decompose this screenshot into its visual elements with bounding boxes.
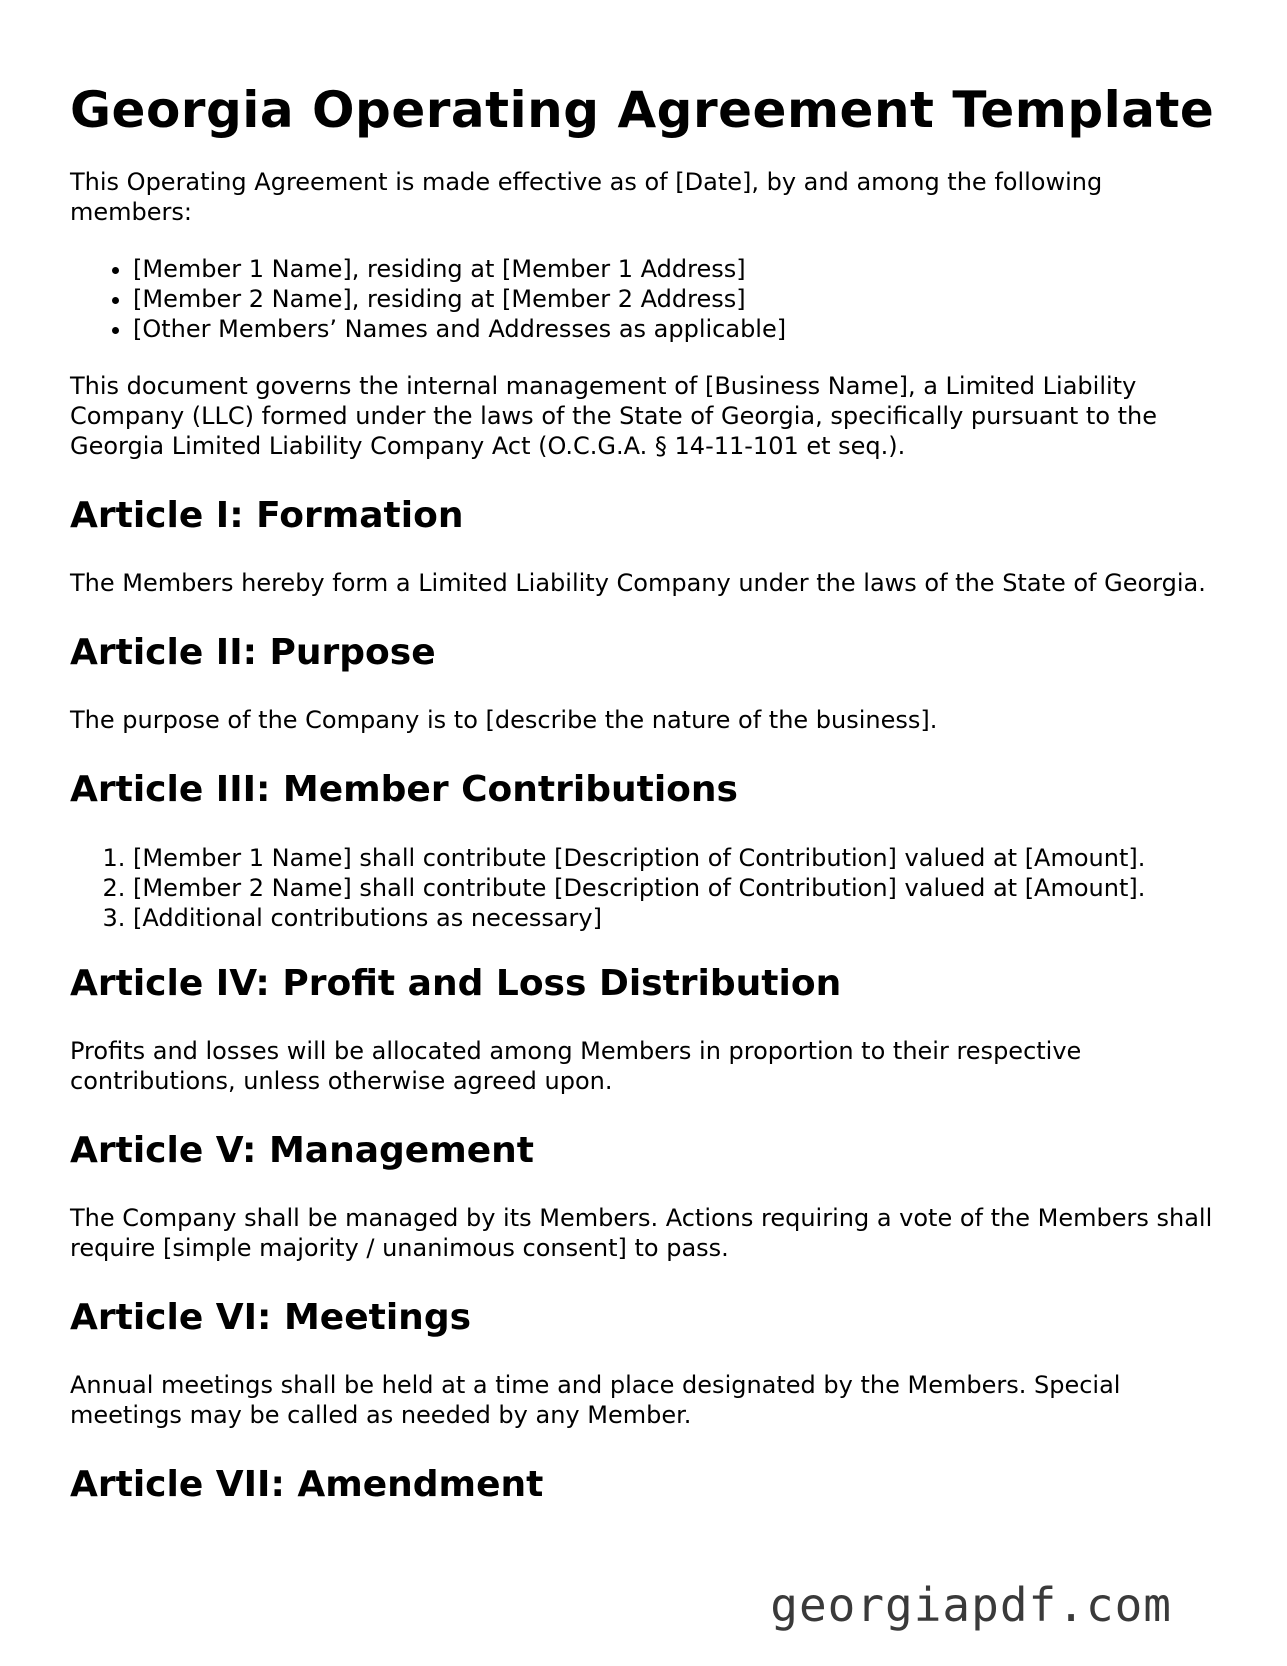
article-5-heading: Article V: Management (70, 1129, 534, 1171)
article-7-heading: Article VII: Amendment (70, 1464, 544, 1506)
list-item: 1. [Member 1 Name] shall contribute [Description of Contribution] valued at [Amount]. (133, 843, 1220, 873)
article-6-heading: Article VI: Meetings (70, 1296, 472, 1338)
article-3-heading: Article III: Member Contributions (70, 769, 738, 811)
governs-paragraph: This document governs the internal management of [Business Name], a Limited Liability Company (LLC) formed under the laws of the State of Georgia, specifically pursuant to the Georgia Limited Liability Company Act (O.C.G.A. § 14-11-101 et seq.). (70, 372, 1158, 460)
intro-paragraph: This Operating Agreement is made effective as of [Date], by and among the following members: (70, 168, 1103, 226)
list-item: • [Other Members’ Names and Addresses as applicable] (133, 314, 1220, 344)
document-page (70, 80, 1220, 1537)
watermark: georgiapdf.com (770, 1578, 1172, 1632)
article-4-heading: Article IV: Profit and Loss Distribution (70, 962, 842, 1004)
members-list (70, 254, 1220, 344)
article-2-heading: Article II: Purpose (70, 632, 436, 674)
list-item: • [Member 1 Name], residing at [Member 1 Address] (133, 254, 1220, 284)
article-4-text: Profits and losses will be allocated among Members in proportion to their respective contributions, unless otherwise agreed upon. (70, 1036, 1082, 1095)
list-item: 2. [Member 2 Name] shall contribute [Description of Contribution] valued at [Amount]. (133, 873, 1220, 903)
article-2-text: The purpose of the Company is to [describe the nature of the business]. (70, 706, 938, 735)
contributions-list (70, 843, 1220, 933)
page-title: Georgia Operating Agreement Template (70, 81, 1215, 139)
article-6-text: Annual meetings shall be held at a time and place designated by the Members. Special meetings may be called as needed by any Member. (70, 1371, 1121, 1430)
article-5-text: The Company shall be managed by its Members. Actions requiring a vote of the Members shall require [simple majority / unanimous consent] to pass. (70, 1203, 1213, 1262)
article-1-heading: Article I: Formation (70, 495, 464, 536)
list-item: 3. [Additional contributions as necessary] (133, 903, 1220, 933)
article-1-text: The Members hereby form a Limited Liability Company under the laws of the State of Georgia. (70, 569, 1206, 598)
list-item: • [Member 2 Name], residing at [Member 2 Address] (133, 284, 1220, 314)
